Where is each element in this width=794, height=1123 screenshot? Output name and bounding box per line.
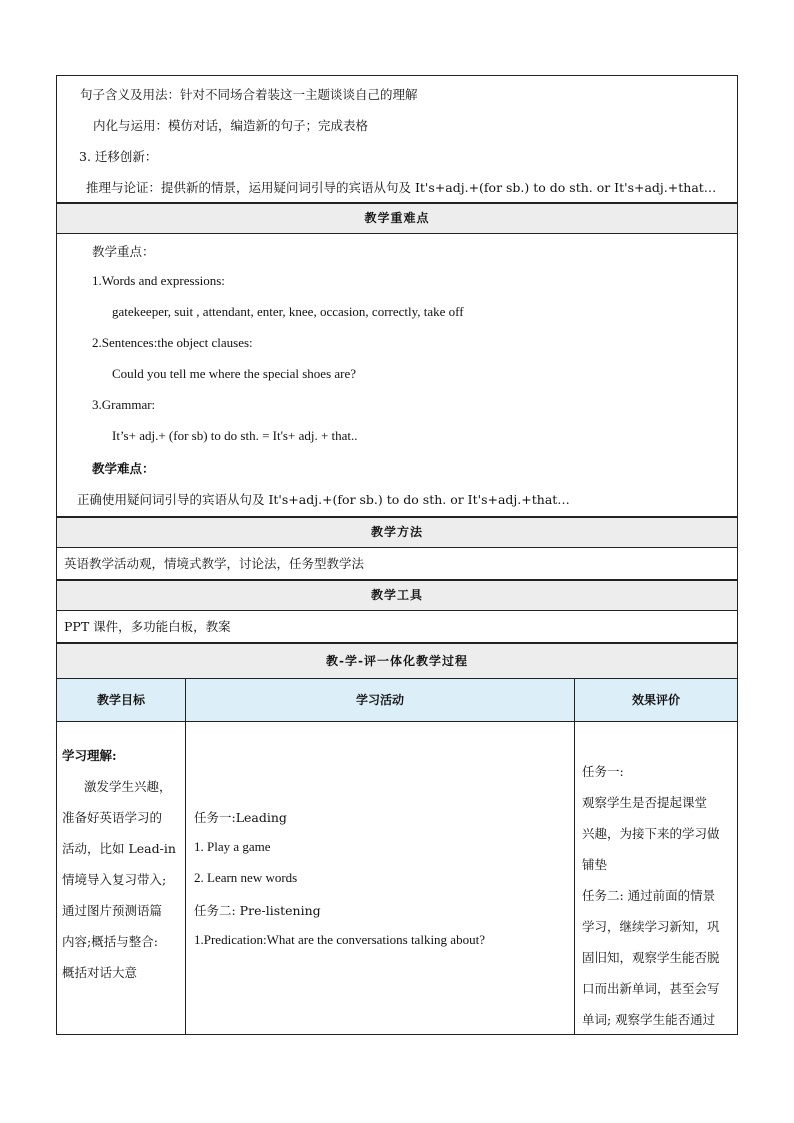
column-activity-header: 学习活动 [186, 679, 575, 721]
process-table-header [56, 679, 738, 722]
key-points-header: 教学重难点 [57, 203, 737, 234]
goal-line: 情境导入复习带入; [62, 872, 167, 887]
methods-section [56, 516, 738, 579]
evaluation-line: 任务二: 通过前面的情景 [582, 888, 716, 903]
objectives-continued-block [56, 75, 738, 202]
goal-cell [57, 722, 186, 1034]
activity-line: 1. Play a game [194, 839, 271, 854]
key-points-body [57, 234, 737, 516]
evaluation-line: 固旧知，观察学生能否脱 [582, 950, 720, 965]
sentence-example: Could you tell me where the special shoes are? [112, 366, 357, 381]
evaluation-line: 任务一: [582, 764, 624, 779]
difficulty-label: 教学难点： [92, 461, 155, 476]
sentences-heading: 2.Sentences:the object clauses: [92, 335, 253, 350]
process-section [56, 642, 738, 679]
activity-cell [186, 722, 575, 1034]
objective-line-3: 3. 迁移创新： [79, 149, 158, 164]
grammar-example: It’s+ adj.+ (for sb) to do sth. = It's+ adj. + that.. [112, 428, 358, 443]
key-points-section [56, 202, 738, 516]
column-evaluation-header: 效果评价 [575, 679, 737, 721]
lesson-plan-document [56, 75, 738, 1035]
tools-header: 教学工具 [57, 580, 737, 611]
methods-header: 教学方法 [57, 517, 737, 548]
goal-line: 学习理解: [62, 748, 117, 763]
objective-line-1: 句子含义及用法：针对不同场合着装这一主题谈谈自己的理解 [80, 87, 418, 102]
activity-line: 2. Learn new words [194, 870, 298, 885]
column-goal-header: 教学目标 [57, 679, 186, 721]
objective-line-4: 推理与论证：提供新的情景，运用疑问词引导的宾语从句及 It's+adj.+(for sb.) to do sth. or It's+adj.+that… [86, 180, 717, 195]
tools-body: PPT 课件，多功能白板，教案 [64, 619, 231, 634]
goal-line: 概括对话大意 [62, 965, 138, 980]
evaluation-line: 兴趣，为接下来的学习做 [582, 826, 720, 841]
activity-line: 任务一:Leading [194, 810, 287, 825]
goal-line: 准备好英语学习的 [62, 810, 163, 825]
objective-line-2: 内化与运用：模仿对话，编造新的句子；完成表格 [93, 118, 369, 133]
goal-line: 激发学生兴趣， [84, 779, 172, 794]
words-heading: 1.Words and expressions: [92, 273, 225, 288]
activity-line: 任务二: Pre-listening [194, 903, 321, 918]
evaluation-line: 口而出新单词，甚至会写 [582, 981, 720, 996]
evaluation-cell [575, 722, 737, 1034]
evaluation-line: 观察学生是否提起课堂 [582, 795, 708, 810]
methods-body: 英语教学活动观，情境式教学，讨论法，任务型教学法 [64, 556, 365, 571]
difficulty-body: 正确使用疑问词引导的宾语从句及 It's+adj.+(for sb.) to do sth. or It's+adj.+that… [77, 492, 570, 507]
goal-line: 内容;概括与整合: [62, 934, 158, 949]
grammar-heading: 3.Grammar: [92, 397, 156, 412]
process-header: 教-学-评一体化教学过程 [57, 643, 737, 679]
process-table-row [56, 722, 738, 1035]
tools-section [56, 579, 738, 642]
goal-line: 活动，比如 Lead-in [62, 841, 176, 856]
key-points-label: 教学重点： [92, 244, 155, 259]
words-list: gatekeeper, suit , attendant, enter, knee, occasion, correctly, take off [112, 304, 464, 319]
evaluation-line: 铺垫 [582, 857, 608, 872]
evaluation-line: 单词; 观察学生能否通过 [582, 1012, 716, 1027]
activity-line: 1.Predication:What are the conversations talking about? [194, 932, 485, 947]
goal-line: 通过图片预测语篇 [62, 903, 163, 918]
evaluation-line: 学习，继续学习新知，巩 [582, 919, 720, 934]
